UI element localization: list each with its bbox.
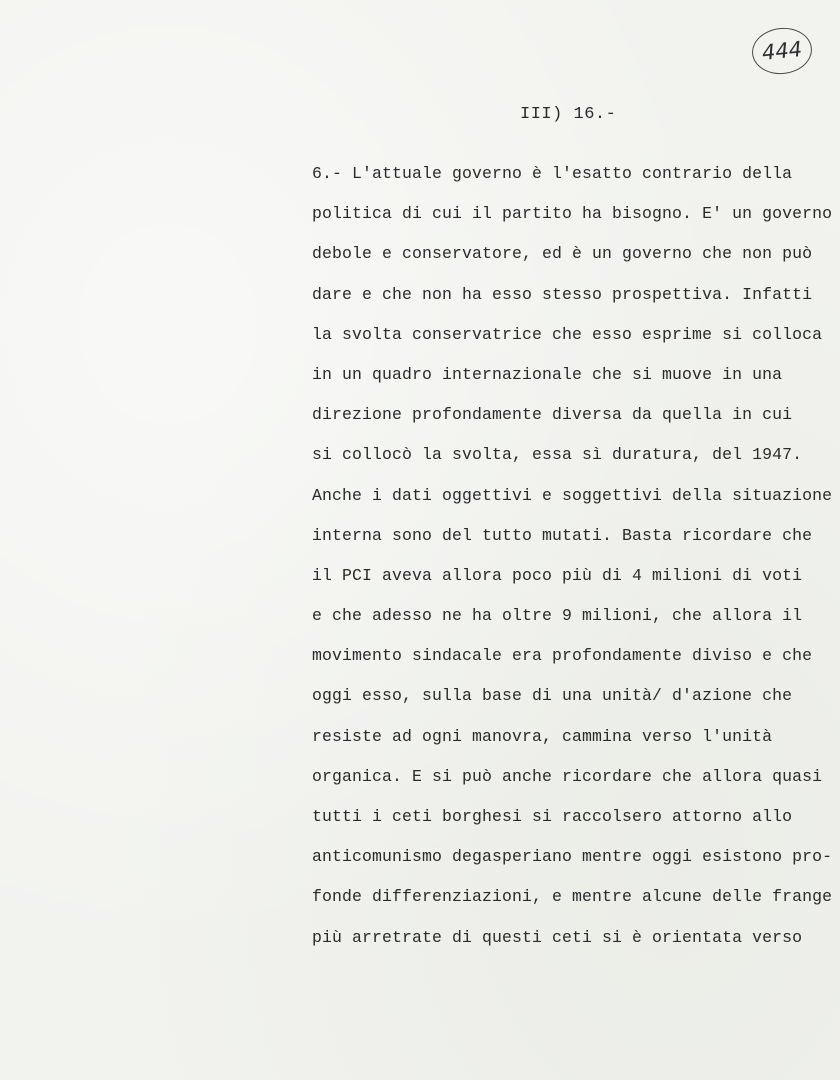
text-line: in un quadro internazionale che si muove in una [312, 364, 783, 384]
text-line: il PCI aveva allora poco più di 4 milioni di voti [312, 565, 803, 585]
text-line: la svolta conservatrice che esso esprime si colloca [312, 324, 823, 344]
text-line: movimento sindacale era profondamente diviso e che [312, 646, 813, 666]
text-line: organica. E si può anche ricordare che allora quasi [312, 766, 823, 786]
text-line: direzione profondamente diversa da quella in cui [312, 405, 793, 425]
text-line: dare e che non ha esso stesso prospettiva. Infatti [312, 284, 813, 304]
text-line: resiste ad ogni manovra, cammina verso l'unità [312, 726, 773, 746]
archive-number-stamp: 444 [750, 25, 814, 77]
text-line: fonde differenziazioni, e mentre alcune delle frange [312, 887, 833, 907]
page-header: III) 16.- [520, 105, 617, 124]
text-line: debole e conservatore, ed è un governo che non può [312, 244, 813, 264]
body-text [312, 160, 832, 964]
text-line: oggi esso, sulla base di una unità/ d'azione che [312, 686, 793, 706]
text-line: Anche i dati oggettivi e soggettivi della situazione [312, 485, 833, 505]
text-line: si collocò la svolta, essa sì duratura, del 1947. [312, 445, 803, 465]
text-line: politica di cui il partito ha bisogno. E' un governo [312, 204, 833, 224]
text-line: e che adesso ne ha oltre 9 milioni, che allora il [312, 606, 803, 626]
text-line: anticomunismo degasperiano mentre oggi esistono pro- [312, 847, 833, 867]
text-line: interna sono del tutto mutati. Basta ricordare che [312, 525, 813, 545]
text-line: più arretrate di questi ceti si è orientata verso [312, 927, 803, 947]
text-line: tutti i ceti borghesi si raccolsero attorno allo [312, 807, 793, 826]
text-line: 6.- L'attuale governo è l'esatto contrario della [312, 164, 793, 183]
